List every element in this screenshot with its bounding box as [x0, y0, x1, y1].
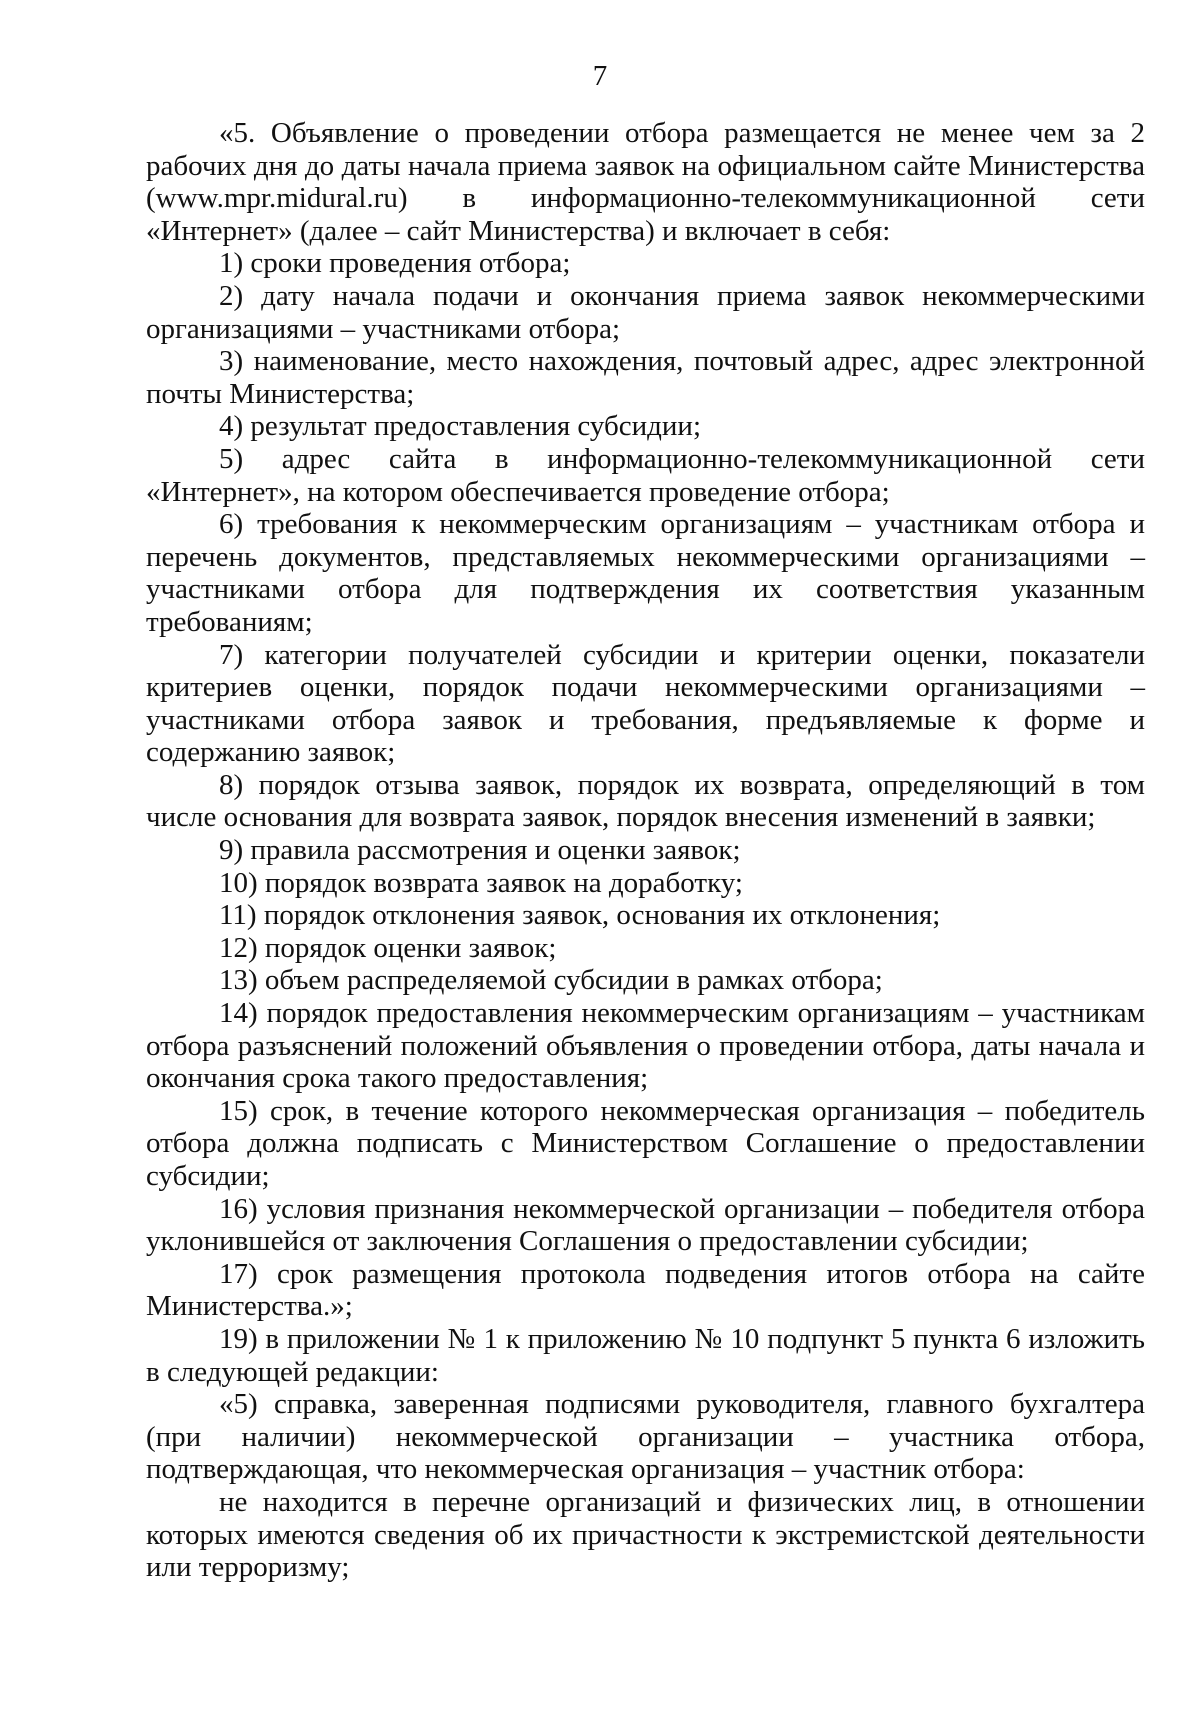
- list-item: 12) порядок оценки заявок;: [219, 931, 557, 964]
- list-item: 7) категории получателей субсидии и критерии оценки, показатели критериев оценки, порядок подачи некоммерческими организациями – участниками отбора заявок и требования, предъявляемые к форме и содержанию заявок;: [146, 638, 1145, 769]
- list-item: 17) срок размещения протокола подведения итогов отбора на сайте Министерства.»;: [146, 1257, 1145, 1323]
- page-number: 7: [592, 60, 608, 92]
- list-item: 5) адрес сайта в информационно-телекоммуникационной сети «Интернет», на котором обеспечивается проведение отбора;: [146, 442, 1145, 508]
- list-item: 3) наименование, место нахождения, почтовый адрес, адрес электронной почты Министерства;: [146, 345, 1145, 410]
- paragraph: не находится в перечне организаций и физических лиц, в отношении которых имеются сведения об их причастности к экстремистской деятельности или терроризму;: [146, 1485, 1145, 1584]
- amendment-paragraph: 19) в приложении № 1 к приложению № 10 подпункт 5 пункта 6 изложить в следующей редакции:: [146, 1322, 1145, 1388]
- list-item: 9) правила рассмотрения и оценки заявок;: [219, 834, 741, 867]
- list-item: 13) объем распределяемой субсидии в рамках отбора;: [219, 964, 883, 997]
- list-item: 1) сроки проведения отбора;: [219, 247, 571, 280]
- list-item: 14) порядок предоставления некоммерческим организациям – участникам отбора разъяснений положений объявления о проведении отбора, даты начала и окончания срока такого предоставления;: [146, 997, 1145, 1095]
- list-item: 8) порядок отзыва заявок, порядок их возврата, определяющий в том числе основания для возврата заявок, порядок внесения изменений в заявки;: [146, 768, 1145, 834]
- list-item: 6) требования к некоммерческим организациям – участникам отбора и перечень документов, представляемых некоммерческими организациями – участниками отбора для подтверждения их соответствия указанным требованиям;: [146, 508, 1145, 638]
- document-body: [146, 117, 1145, 1584]
- list-item: 2) дату начала подачи и окончания приема заявок некоммерческими организациями – участниками отбора;: [146, 279, 1145, 345]
- list-item: 11) порядок отклонения заявок, основания их отклонения;: [219, 899, 941, 932]
- list-item: 10) порядок возврата заявок на доработку;: [219, 866, 743, 899]
- quoted-subclause: «5) справка, заверенная подписями руководителя, главного бухгалтера (при наличии) некоммерческой организации – участника отбора, подтверждающая, что некоммерческая организация – участник отбора:: [146, 1388, 1145, 1486]
- list-item: 15) срок, в течение которого некоммерческая организация – победитель отбора должна подписать с Министерством Соглашение о предоставлении субсидии;: [146, 1094, 1145, 1192]
- list-item: 4) результат предоставления субсидии;: [219, 410, 702, 443]
- list-item: 16) условия признания некоммерческой организации – победителя отбора уклонившейся от заключения Соглашения о предоставлении субсидии;: [146, 1192, 1145, 1258]
- paragraph-announcement: «5. Объявление о проведении отбора размещается не менее чем за 2 рабочих дня до даты начала приема заявок на официальном сайте Министерства (www.mpr.midural.ru) в информационно-телекоммуникационной сети «Интернет» (далее – сайт Министерства) и включает в себя:: [146, 117, 1145, 247]
